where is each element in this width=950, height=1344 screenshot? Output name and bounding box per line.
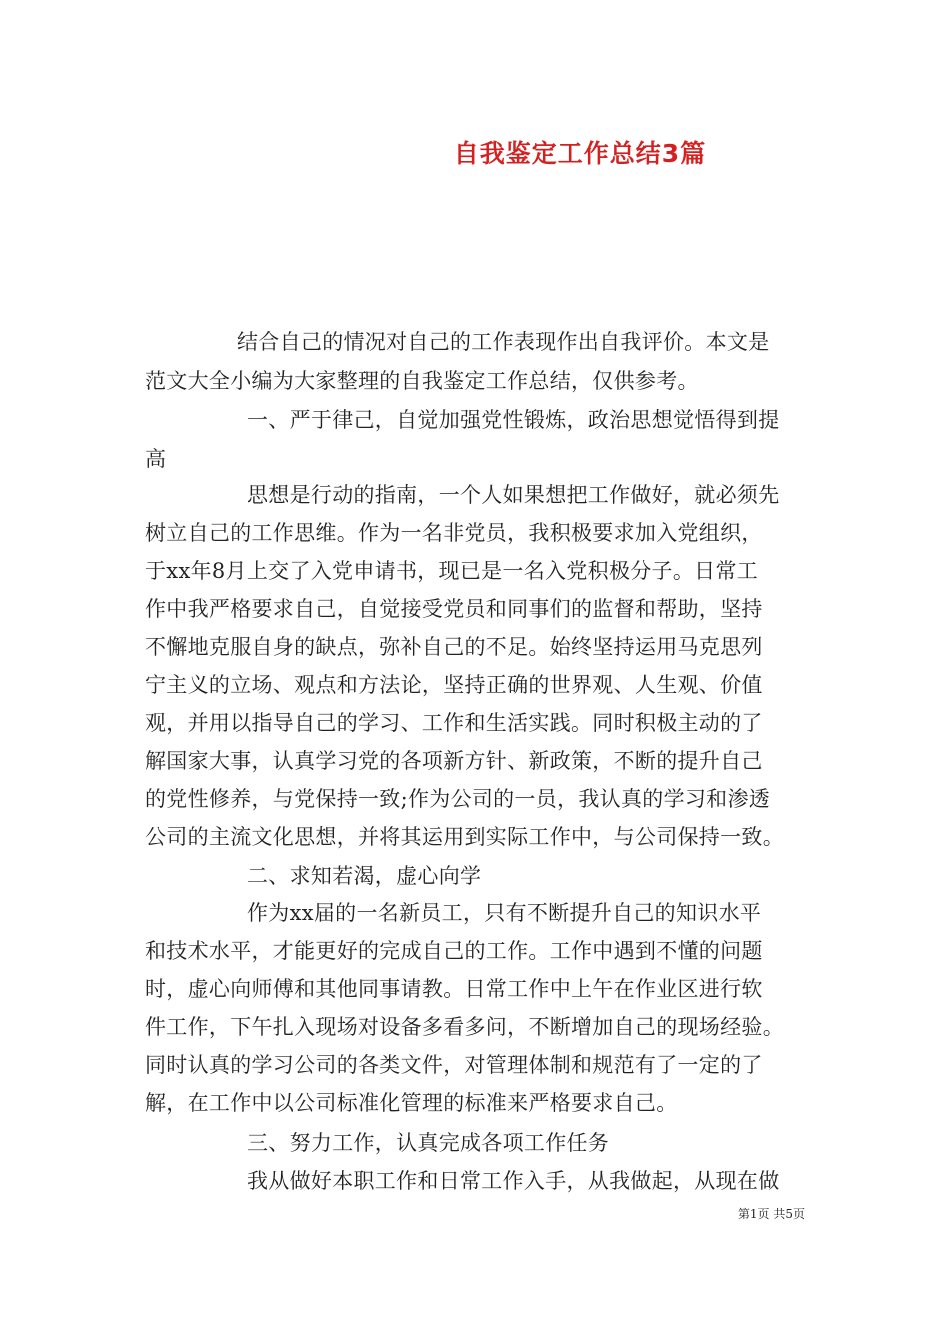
body-line: 件工作，下午扎入现场对设备多看多问，不断增加自己的现场经验。 [145,1015,784,1039]
body-line: 解国家大事，认真学习党的各项新方针、新政策，不断的提升自己 [145,749,763,773]
section-heading: 一、严于律己，自觉加强党性锻炼，政治思想觉悟得到提 [247,408,780,432]
section-heading: 高 [145,447,167,471]
page-number: 第1页 共5页 [737,1207,805,1221]
body-line: 同时认真的学习公司的各类文件，对管理体制和规范有了一定的了 [145,1053,763,1077]
body-line: 于xx年8月上交了入党申请书，现已是一名入党积极分子。日常工 [145,559,759,583]
section-heading: 二、求知若渴，虚心向学 [247,864,482,888]
body-line: 和技术水平，才能更好的完成自己的工作。工作中遇到不懂的问题 [145,939,763,963]
body-line: 时，虚心向师傅和其他同事请教。日常工作中上午在作业区进行软 [145,977,763,1001]
body-line: 观，并用以指导自己的学习、工作和生活实践。同时积极主动的了 [145,711,763,735]
body-line: 作为xx届的一名新员工，只有不断提升自己的知识水平 [247,901,762,925]
body-line: 作中我严格要求自己，自觉接受党员和同事们的监督和帮助，坚持 [145,597,763,621]
body-line: 结合自己的情况对自己的工作表现作出自我评价。本文是 [237,330,770,354]
body-line: 的党性修养，与党保持一致;作为公司的一员，我认真的学习和渗透 [145,787,771,811]
body-line: 思想是行动的指南，一个人如果想把工作做好，就必须先 [247,483,780,507]
body-line: 不懈地克服自身的缺点，弥补自己的不足。始终坚持运用马克思列 [145,635,763,659]
section-heading: 三、努力工作，认真完成各项工作任务 [247,1131,610,1155]
document-title: 自我鉴定工作总结3篇 [453,139,707,168]
body-line: 解，在工作中以公司标准化管理的标准来严格要求自己。 [145,1091,678,1115]
body-line: 范文大全小编为大家整理的自我鉴定工作总结，仅供参考。 [145,369,699,393]
body-line: 我从做好本职工作和日常工作入手，从我做起，从现在做 [247,1169,780,1193]
body-line: 公司的主流文化思想，并将其运用到实际工作中，与公司保持一致。 [145,825,784,849]
body-line: 宁主义的立场、观点和方法论，坚持正确的世界观、人生观、价值 [145,673,763,697]
body-line: 树立自己的工作思维。作为一名非党员，我积极要求加入党组织， [145,521,763,545]
